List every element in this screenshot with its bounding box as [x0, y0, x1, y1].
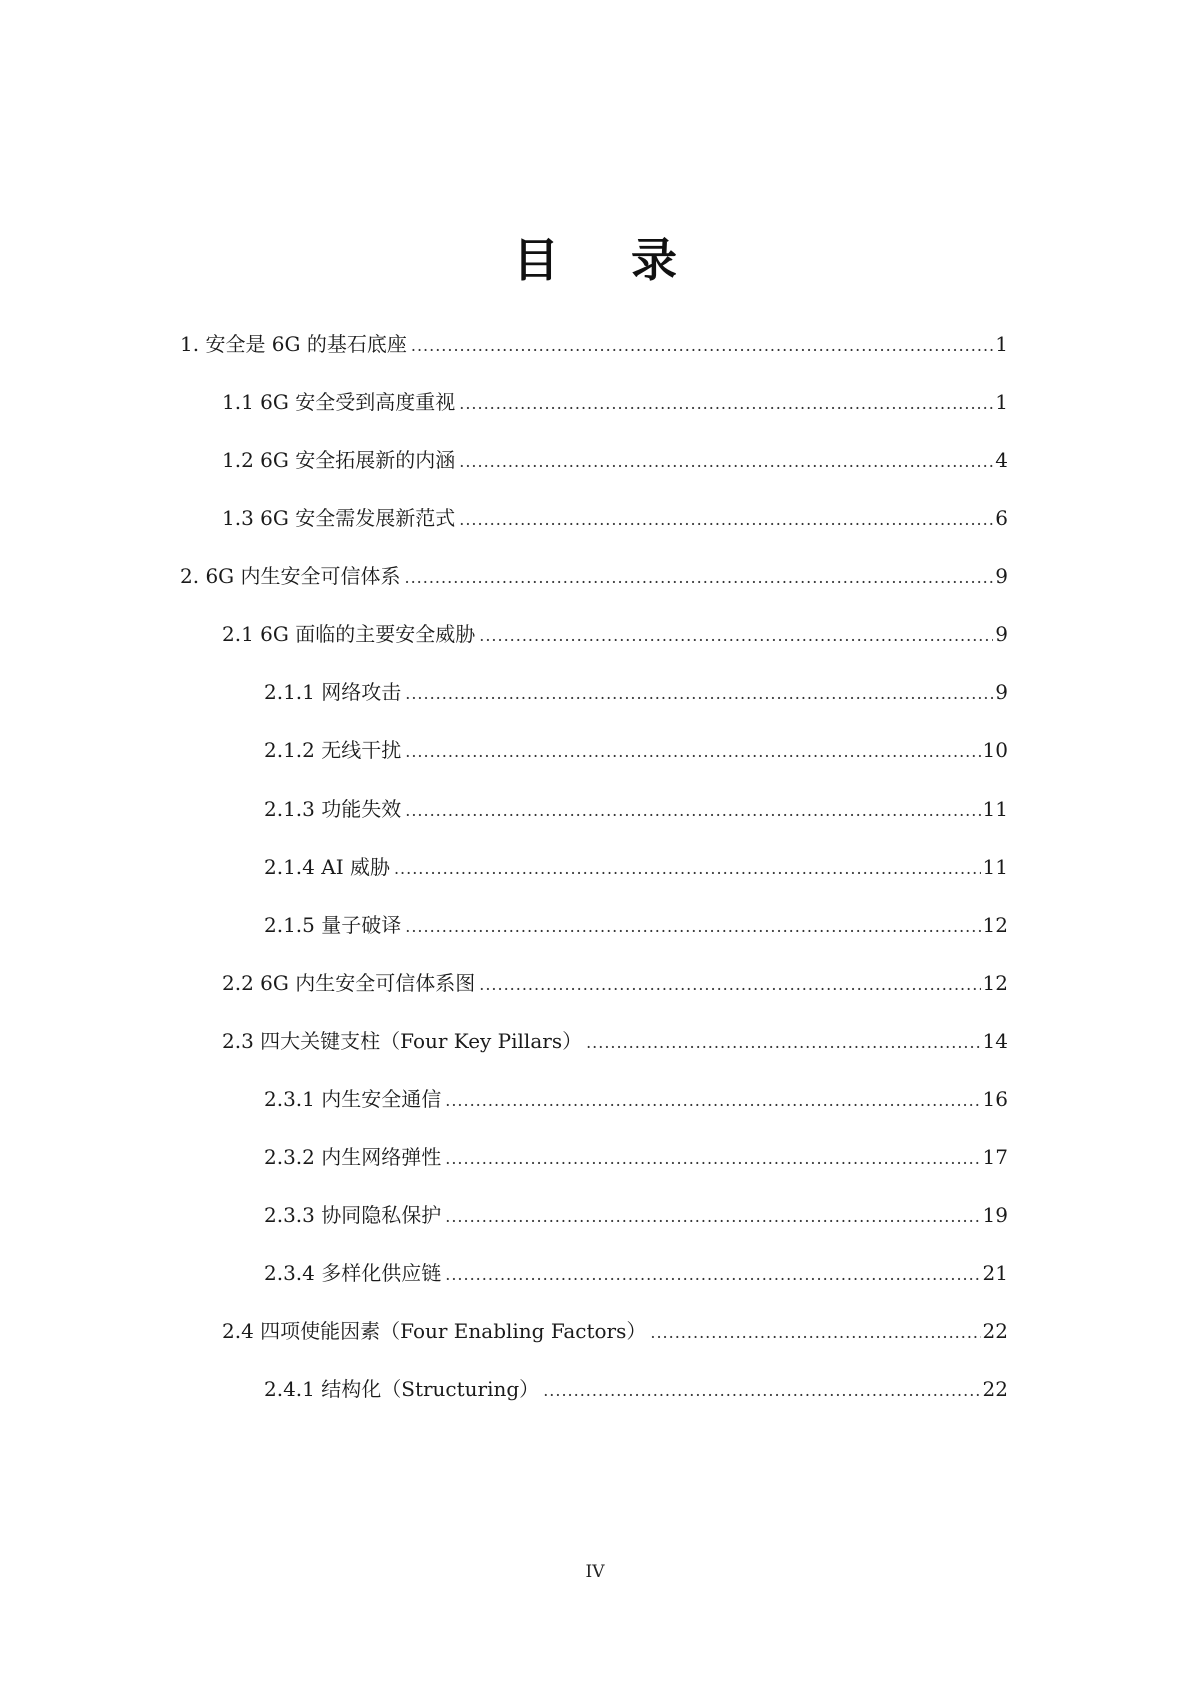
- toc-leader-dots: [405, 680, 993, 708]
- toc-entry[interactable]: [264, 1201, 1008, 1231]
- toc-entry-page: 22: [982, 1377, 1008, 1401]
- toc-leader-dots: [459, 448, 993, 476]
- toc-leader-dots: [394, 855, 981, 883]
- toc-entry-title: 2.1.2 无线干扰: [264, 738, 402, 762]
- toc-leader-dots: [405, 797, 980, 825]
- toc-entry-page: 9: [995, 622, 1008, 646]
- toc-entry[interactable]: [222, 446, 1008, 476]
- toc-entry[interactable]: [264, 853, 1008, 883]
- toc-entry[interactable]: [222, 1317, 1008, 1347]
- toc-leader-dots: [479, 971, 980, 999]
- toc-entry[interactable]: [222, 1027, 1008, 1057]
- toc-entry[interactable]: [222, 969, 1008, 999]
- toc-entry-title: 2. 6G 内生安全可信体系: [180, 564, 401, 588]
- toc-entry[interactable]: [264, 1143, 1008, 1173]
- toc-entry-title: 2.1 6G 面临的主要安全威胁: [222, 622, 476, 646]
- toc-entry-title: 2.1.5 量子破译: [264, 913, 402, 937]
- toc-entry-page: 10: [982, 738, 1008, 762]
- toc-entry[interactable]: [264, 1375, 1008, 1405]
- page-title: 目 录: [512, 233, 705, 287]
- toc-entry[interactable]: [264, 1085, 1008, 1115]
- toc-leader-dots: [445, 1087, 980, 1115]
- toc-leader-dots: [405, 564, 994, 592]
- toc-entry[interactable]: [222, 388, 1008, 418]
- toc-entry-page: 21: [982, 1261, 1008, 1285]
- toc-entry-page: 4: [995, 448, 1008, 472]
- toc-leader-dots: [586, 1029, 980, 1057]
- toc-entry[interactable]: [264, 1259, 1008, 1289]
- toc-entry-title: 2.3.3 协同隐私保护: [264, 1203, 442, 1227]
- toc-entry-title: 2.1.1 网络攻击: [264, 680, 402, 704]
- toc-entry[interactable]: [180, 562, 1008, 592]
- toc-entry-title: 2.2 6G 内生安全可信体系图: [222, 971, 476, 995]
- toc-entry[interactable]: [264, 911, 1008, 941]
- toc-entry-page: 1: [995, 332, 1008, 356]
- toc-entry-title: 2.3.2 内生网络弹性: [264, 1145, 442, 1169]
- toc-entry[interactable]: [222, 620, 1008, 650]
- page-number-footer: IV: [585, 1562, 605, 1582]
- toc-leader-dots: [445, 1203, 980, 1231]
- toc-entry-page: 9: [995, 680, 1008, 704]
- toc-entry[interactable]: [222, 504, 1008, 534]
- toc-leader-dots: [405, 913, 980, 941]
- toc-leader-dots: [650, 1319, 980, 1347]
- toc-leader-dots: [445, 1145, 980, 1173]
- toc-entry-title: 2.3 四大关键支柱（Four Key Pillars）: [222, 1029, 583, 1053]
- toc-entry-title: 1.1 6G 安全受到高度重视: [222, 390, 456, 414]
- toc-entry-page: 12: [982, 971, 1008, 995]
- toc-leader-dots: [445, 1261, 980, 1289]
- toc-entry-title: 2.1.4 AI 威胁: [264, 855, 390, 879]
- toc-entry-title: 2.4.1 结构化（Structuring）: [264, 1377, 540, 1401]
- toc-entry-page: 19: [982, 1203, 1008, 1227]
- toc-entry-page: 11: [982, 855, 1008, 879]
- toc-entry[interactable]: [264, 795, 1008, 825]
- toc-leader-dots: [479, 622, 993, 650]
- toc-entry-page: 14: [982, 1029, 1008, 1053]
- toc-entry-title: 1.3 6G 安全需发展新范式: [222, 506, 456, 530]
- toc-leader-dots: [543, 1377, 980, 1405]
- toc-leader-dots: [411, 332, 993, 360]
- toc-entry-page: 1: [995, 390, 1008, 414]
- toc-entry-page: 16: [982, 1087, 1008, 1111]
- toc-entry-title: 2.3.4 多样化供应链: [264, 1261, 442, 1285]
- toc-entry-title: 2.1.3 功能失效: [264, 797, 402, 821]
- toc-entry-title: 1.2 6G 安全拓展新的内涵: [222, 448, 456, 472]
- toc-leader-dots: [405, 738, 980, 766]
- toc-entry-title: 2.3.1 内生安全通信: [264, 1087, 442, 1111]
- toc-entry-page: 22: [982, 1319, 1008, 1343]
- toc-entry-page: 11: [982, 797, 1008, 821]
- toc-entry-page: 6: [995, 506, 1008, 530]
- toc-entry-title: 1. 安全是 6G 的基石底座: [180, 332, 407, 356]
- toc-entry-page: 9: [995, 564, 1008, 588]
- toc-leader-dots: [459, 506, 993, 534]
- toc-entry[interactable]: [264, 678, 1008, 708]
- toc-entry[interactable]: [264, 736, 1008, 766]
- toc-entry-title: 2.4 四项使能因素（Four Enabling Factors）: [222, 1319, 647, 1343]
- toc-entry-page: 12: [982, 913, 1008, 937]
- toc-entry[interactable]: [180, 330, 1008, 360]
- toc-entry-page: 17: [982, 1145, 1008, 1169]
- toc-leader-dots: [459, 390, 993, 418]
